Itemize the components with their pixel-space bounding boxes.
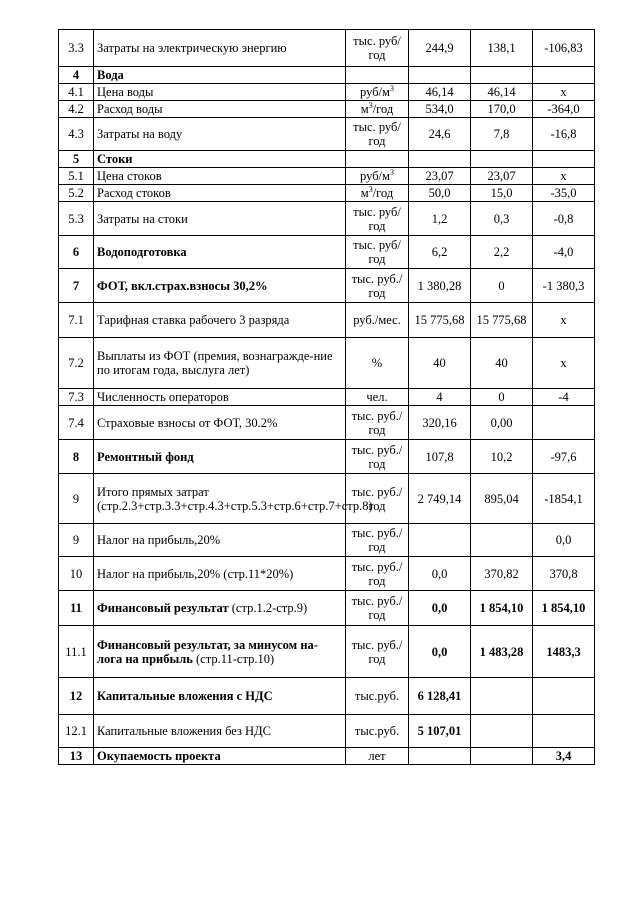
row-name: Затраты на электрическую энергию: [94, 30, 346, 67]
row-value-3: х: [533, 338, 595, 389]
table-row: [59, 338, 595, 389]
row-value-1: 1 380,28: [409, 269, 471, 303]
table-row: [59, 440, 595, 474]
row-value-1: 23,07: [409, 168, 471, 185]
table-row: [59, 557, 595, 591]
row-value-3: 3,4: [533, 748, 595, 765]
row-number: 7: [59, 269, 94, 303]
row-value-3: [533, 151, 595, 168]
row-value-1: 40: [409, 338, 471, 389]
row-value-1: 320,16: [409, 406, 471, 440]
row-unit: тыс. руб./год: [346, 524, 409, 557]
row-value-2: 15,0: [471, 185, 533, 202]
row-value-3: -97,6: [533, 440, 595, 474]
row-unit: руб/$м^3$: [346, 168, 409, 185]
row-value-2: 0,00: [471, 406, 533, 440]
row-unit: тыс.руб.: [346, 715, 409, 748]
row-value-2: 46,14: [471, 84, 533, 101]
row-name: ФОТ, вкл.страх.взносы 30,2%: [94, 269, 346, 303]
row-unit: тыс. руб/год: [346, 30, 409, 67]
row-name: Капитальные вложения с НДС: [94, 678, 346, 715]
row-unit: тыс.руб.: [346, 678, 409, 715]
row-number: 7.1: [59, 303, 94, 338]
row-value-2: [471, 67, 533, 84]
row-unit: $м^3$/год: [346, 101, 409, 118]
table-row: [59, 474, 595, 524]
table-row: [59, 30, 595, 67]
table-row: [59, 202, 595, 236]
row-value-2: [471, 151, 533, 168]
row-unit: тыс. руб/год: [346, 118, 409, 151]
table-row: [59, 389, 595, 406]
row-unit: тыс. руб./год: [346, 626, 409, 678]
row-value-1: [409, 67, 471, 84]
row-number: 4.3: [59, 118, 94, 151]
row-value-3: [533, 406, 595, 440]
row-value-3: -4: [533, 389, 595, 406]
row-value-1: 50,0: [409, 185, 471, 202]
row-value-2: 1 854,10: [471, 591, 533, 626]
row-value-2: 138,1: [471, 30, 533, 67]
row-name: Налог на прибыль,20% (стр.11*20%): [94, 557, 346, 591]
row-number: 5.1: [59, 168, 94, 185]
row-unit: тыс. руб./год: [346, 440, 409, 474]
row-number: 7.3: [59, 389, 94, 406]
row-unit: чел.: [346, 389, 409, 406]
table-row: [59, 168, 595, 185]
row-value-1: 5 107,01: [409, 715, 471, 748]
table-row: [59, 626, 595, 678]
row-name: Численность операторов: [94, 389, 346, 406]
row-number: 5: [59, 151, 94, 168]
row-value-3: -106,83: [533, 30, 595, 67]
row-number: 11.1: [59, 626, 94, 678]
economics-table: [58, 29, 595, 765]
row-number: 6: [59, 236, 94, 269]
row-value-2: 1 483,28: [471, 626, 533, 678]
row-number: 13: [59, 748, 94, 765]
row-value-2: 0: [471, 269, 533, 303]
row-name: Итого прямых затрат (стр.2.3+стр.3.3+стр.4.3+стр.5.3+стр.6+стр.7+стр.8): [94, 474, 346, 524]
row-name: Финансовый результат, за минусом на-лога на прибыль (стр.11-стр.10): [94, 626, 346, 678]
row-unit: %: [346, 338, 409, 389]
row-value-3: х: [533, 84, 595, 101]
row-number: 5.3: [59, 202, 94, 236]
row-number: 11: [59, 591, 94, 626]
row-value-2: [471, 678, 533, 715]
row-name: Вода: [94, 67, 346, 84]
row-value-3: 0,0: [533, 524, 595, 557]
table-row: [59, 303, 595, 338]
row-number: 4.1: [59, 84, 94, 101]
row-unit: $м^3$/год: [346, 185, 409, 202]
row-name: Стоки: [94, 151, 346, 168]
row-number: 4.2: [59, 101, 94, 118]
table-row: [59, 406, 595, 440]
row-value-2: 10,2: [471, 440, 533, 474]
row-value-3: 1483,3: [533, 626, 595, 678]
row-value-1: [409, 151, 471, 168]
row-value-1: [409, 748, 471, 765]
row-value-1: 2 749,14: [409, 474, 471, 524]
row-name: Ремонтный фонд: [94, 440, 346, 474]
row-name: Тарифная ставка рабочего 3 разряда: [94, 303, 346, 338]
row-unit: руб./мес.: [346, 303, 409, 338]
row-value-2: [471, 715, 533, 748]
table-row: [59, 101, 595, 118]
row-value-1: 0,0: [409, 591, 471, 626]
row-value-3: -4,0: [533, 236, 595, 269]
row-value-2: [471, 524, 533, 557]
row-value-2: 15 775,68: [471, 303, 533, 338]
row-unit: [346, 151, 409, 168]
row-name: Выплаты из ФОТ (премия, вознагражде-ние по итогам года, выслуга лет): [94, 338, 346, 389]
row-value-1: 534,0: [409, 101, 471, 118]
row-value-1: 15 775,68: [409, 303, 471, 338]
row-value-3: 370,8: [533, 557, 595, 591]
row-value-1: 24,6: [409, 118, 471, 151]
row-value-1: 1,2: [409, 202, 471, 236]
row-number: 7.4: [59, 406, 94, 440]
row-number: 4: [59, 67, 94, 84]
row-value-3: -1 380,3: [533, 269, 595, 303]
row-value-1: 0,0: [409, 557, 471, 591]
row-name: Налог на прибыль,20%: [94, 524, 346, 557]
row-value-2: 170,0: [471, 101, 533, 118]
row-value-3: 1 854,10: [533, 591, 595, 626]
row-value-1: 6 128,41: [409, 678, 471, 715]
table-row: [59, 84, 595, 101]
row-number: 9: [59, 474, 94, 524]
row-number: 7.2: [59, 338, 94, 389]
row-value-2: 0: [471, 389, 533, 406]
table-row: [59, 67, 595, 84]
row-value-3: -1854,1: [533, 474, 595, 524]
table-row: [59, 748, 595, 765]
row-value-3: [533, 715, 595, 748]
row-value-2: 2,2: [471, 236, 533, 269]
row-value-3: х: [533, 303, 595, 338]
table-row: [59, 236, 595, 269]
row-name: Расход стоков: [94, 185, 346, 202]
row-value-3: -0,8: [533, 202, 595, 236]
row-name: Цена стоков: [94, 168, 346, 185]
table-row: [59, 151, 595, 168]
table-row: [59, 715, 595, 748]
row-unit: руб/$м^3$: [346, 84, 409, 101]
row-unit: тыс. руб/год: [346, 202, 409, 236]
table-row: [59, 118, 595, 151]
row-name: Цена воды: [94, 84, 346, 101]
table-row: [59, 678, 595, 715]
row-unit: тыс. руб./год: [346, 474, 409, 524]
row-value-1: 0,0: [409, 626, 471, 678]
row-value-3: [533, 678, 595, 715]
row-unit: тыс. руб./год: [346, 591, 409, 626]
row-name: Финансовый результат (стр.1.2-стр.9): [94, 591, 346, 626]
row-number: 8: [59, 440, 94, 474]
row-value-2: [471, 748, 533, 765]
row-unit: тыс. руб/год: [346, 236, 409, 269]
row-value-2: 895,04: [471, 474, 533, 524]
row-name: Капитальные вложения без НДС: [94, 715, 346, 748]
row-number: 3.3: [59, 30, 94, 67]
row-name: Водоподготовка: [94, 236, 346, 269]
table-row: [59, 524, 595, 557]
row-value-2: 7,8: [471, 118, 533, 151]
row-value-2: 23,07: [471, 168, 533, 185]
row-unit: [346, 67, 409, 84]
row-unit: тыс. руб./год: [346, 406, 409, 440]
row-number: 12: [59, 678, 94, 715]
row-value-1: 107,8: [409, 440, 471, 474]
row-value-3: -35,0: [533, 185, 595, 202]
row-value-3: -16,8: [533, 118, 595, 151]
row-number: 9: [59, 524, 94, 557]
row-value-1: 244,9: [409, 30, 471, 67]
table-row: [59, 591, 595, 626]
row-value-3: -364,0: [533, 101, 595, 118]
row-unit: тыс. руб./год: [346, 557, 409, 591]
row-value-3: х: [533, 168, 595, 185]
row-name: Страховые взносы от ФОТ, 30.2%: [94, 406, 346, 440]
row-name: Затраты на воду: [94, 118, 346, 151]
row-name: Затраты на стоки: [94, 202, 346, 236]
row-number: 10: [59, 557, 94, 591]
row-number: 12.1: [59, 715, 94, 748]
row-name: Окупаемость проекта: [94, 748, 346, 765]
row-value-2: 40: [471, 338, 533, 389]
row-unit: лет: [346, 748, 409, 765]
row-value-2: 0,3: [471, 202, 533, 236]
row-number: 5.2: [59, 185, 94, 202]
table-row: [59, 269, 595, 303]
row-value-1: 46,14: [409, 84, 471, 101]
row-value-2: 370,82: [471, 557, 533, 591]
row-unit: тыс. руб./год: [346, 269, 409, 303]
row-value-1: [409, 524, 471, 557]
row-value-3: [533, 67, 595, 84]
row-value-1: 4: [409, 389, 471, 406]
table-row: [59, 185, 595, 202]
row-value-1: 6,2: [409, 236, 471, 269]
row-name: Расход воды: [94, 101, 346, 118]
